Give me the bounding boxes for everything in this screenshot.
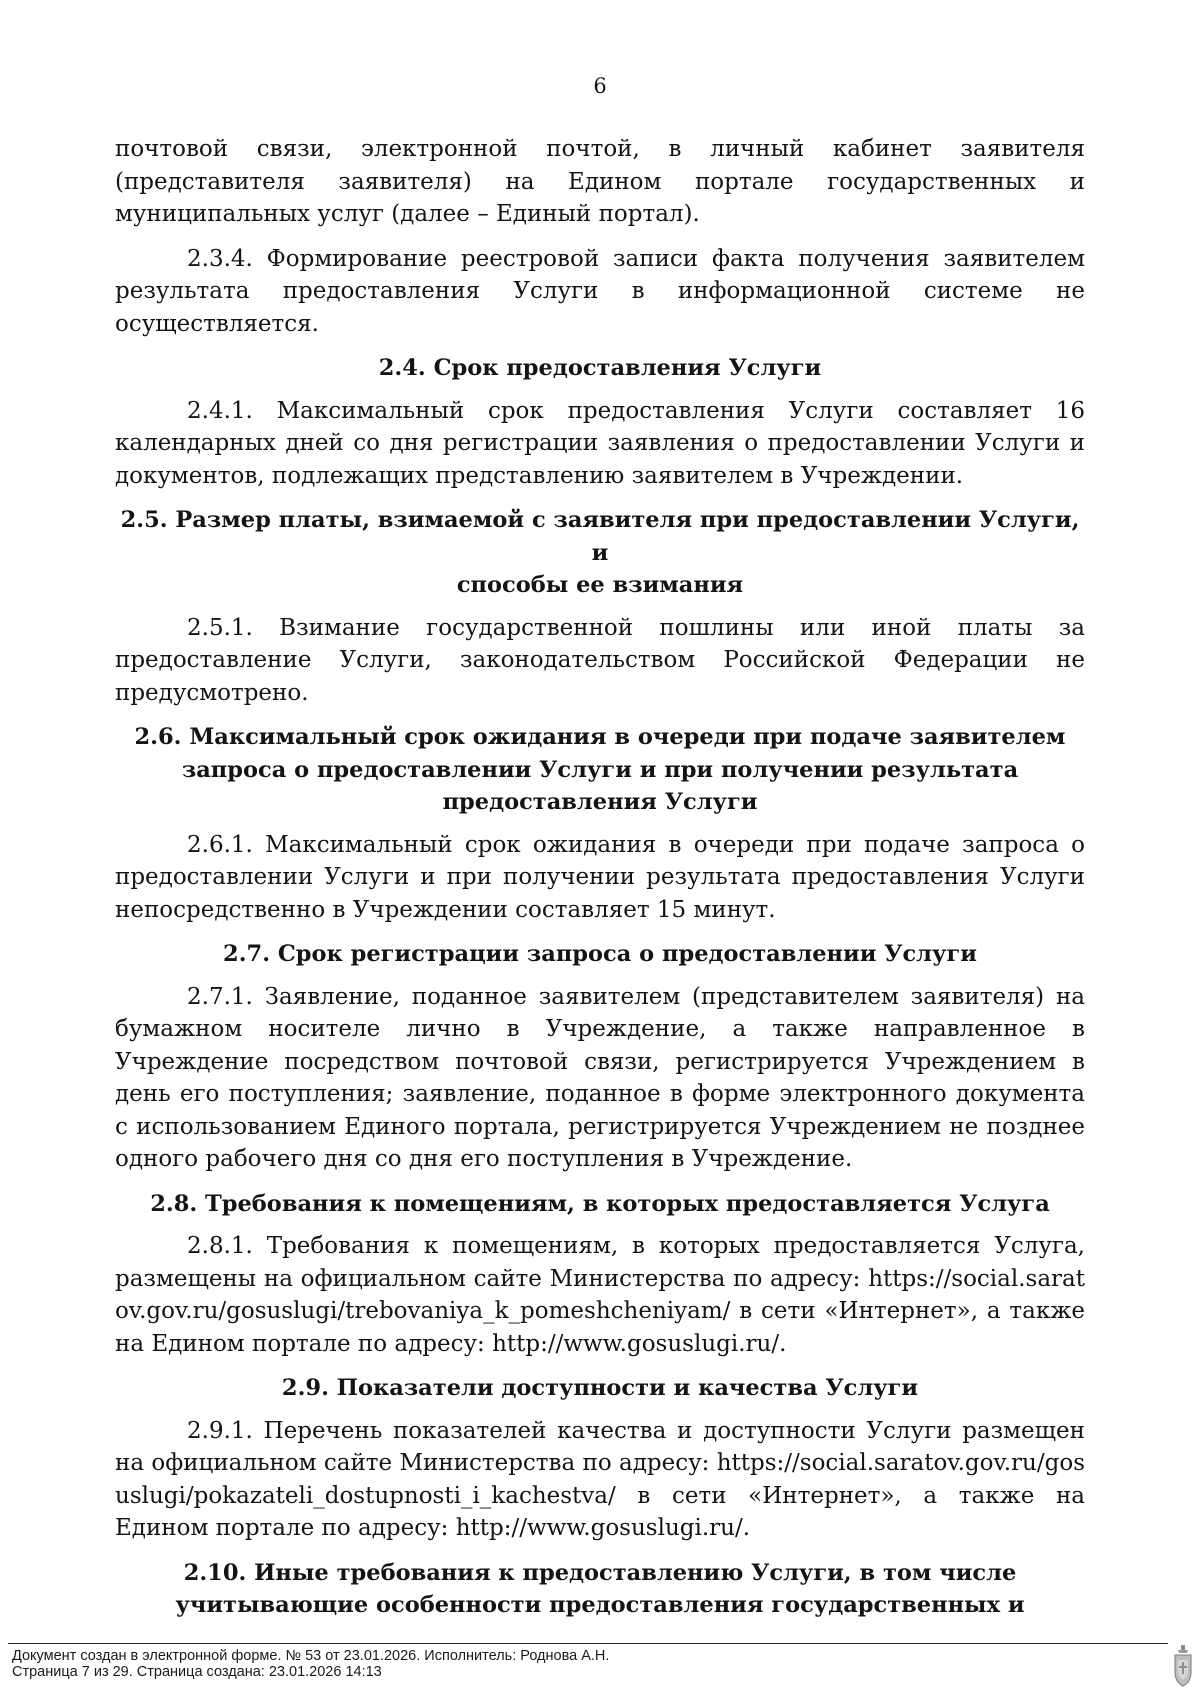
paragraph-2-9-1 (115, 1415, 1085, 1545)
gosuslugi-portal-link[interactable]: http://www.gosuslugi.ru/ (455, 1515, 743, 1541)
document-body (115, 133, 1085, 1632)
paragraph-2-8-1 (115, 1230, 1085, 1360)
section-heading-2-10 (115, 1557, 1085, 1622)
paragraph-2-9-1-lead: 2.9.1. Перечень показателей качества и доступности Услуги размещен на официальном сайте Министерства по адресу: (115, 1417, 1085, 1476)
paragraph-2-3-4: 2.3.4. Формирование реестровой записи факта получения заявителем результата предоставления Услуги в информационной системе не осуществляется. (115, 245, 1085, 337)
paragraph-2-8-1-mid: в сети «Интернет», а также на Едином портале по адресу: (115, 1298, 1085, 1357)
coat-of-arms-icon (1172, 1644, 1194, 1688)
section-heading-2-5-line-2: способы ее взимания (456, 572, 744, 598)
paragraph-2-9-1-mid: в сети «Интернет», а также на Едином портале по адресу: (115, 1482, 1085, 1541)
section-heading-2-10-line-1: 2.10. Иные требования к предоставлению Услуги, в том числе (183, 1559, 1017, 1586)
section-heading-2-6-line-3: предоставления Услуги (442, 789, 758, 815)
ministry-quality-indicators-link[interactable]: https://social.saratov.gov.ru/gosuslugi/pokazateli_dostupnosti_i_kachestva/ (115, 1450, 1085, 1509)
paragraph-2-6-1: 2.6.1. Максимальный срок ожидания в очереди при подаче запроса о предоставлении Услуги и при получении результата предоставления Услуги непосредственно в Учреждении составляет 15 минут. (115, 831, 1085, 923)
footer-document-info: Документ создан в электронной форме. № 53 от 23.01.2026. Исполнитель: Роднова А.Н. (12, 1648, 610, 1664)
section-heading-2-6-line-2: запроса о предоставлении Услуги и при получении результата (181, 756, 1019, 783)
section-heading-2-7: 2.7. Срок регистрации запроса о предоставлении Услуги (223, 941, 977, 967)
paragraph-2-7-1: 2.7.1. Заявление, поданное заявителем (представителем заявителя) на бумажном носителе лично в Учреждение, а также направленное в Учреждение посредством почтовой связи, регистрируется Учреждением в день его поступления; заявление, поданное в форме электронного документа с использованием Единого портала, регистрируется Учреждением не позднее одного рабочего дня со дня его поступления в Учреждение. (115, 983, 1085, 1172)
paragraph-2-9-1-end: . (742, 1515, 751, 1541)
paragraph-continuation: почтовой связи, электронной почтой, в личный кабинет заявителя (представителя заявителя) на Едином портале государственных и муниципальных услуг (далее – Единый портал). (115, 136, 1085, 227)
section-heading-2-5-line-1: 2.5. Размер платы, взимаемой с заявителя при предоставлении Услуги, и (120, 507, 1080, 566)
ministry-requirements-link[interactable]: https://social.saratov.gov.ru/gosuslugi/trebovaniya_k_pomeshcheniyam/ (115, 1265, 1085, 1324)
footer-divider (8, 1643, 1168, 1644)
footer-page-info: Страница 7 из 29. Страница создана: 23.01.2026 14:13 (12, 1664, 382, 1680)
section-heading-2-6 (115, 721, 1085, 819)
section-heading-2-9: 2.9. Показатели доступности и качества Услуги (281, 1375, 919, 1401)
paragraph-2-8-1-lead: 2.8.1. Требования к помещениям, в которых предоставляется Услуга, размещены на официальном сайте Министерства по адресу: (115, 1233, 1085, 1292)
paragraph-2-4-1: 2.4.1. Максимальный срок предоставления Услуги составляет 16 календарных дней со дня регистрации заявления о предоставлении Услуги и документов, подлежащих представлению заявителем в Учреждении. (115, 397, 1085, 489)
section-heading-2-10-line-2: учитывающие особенности предоставления государственных и (175, 1592, 1025, 1618)
document-footer (12, 1648, 1112, 1680)
section-heading-2-6-line-1: 2.6. Максимальный срок ожидания в очереди при подаче заявителем (134, 724, 1066, 750)
section-heading-2-4: 2.4. Срок предоставления Услуги (378, 355, 822, 381)
section-heading-2-8: 2.8. Требования к помещениям, в которых предоставляется Услуга (150, 1190, 1050, 1217)
paragraph-2-8-1-end: . (779, 1330, 787, 1357)
gosuslugi-portal-link[interactable]: http://www.gosuslugi.ru/ (492, 1330, 780, 1357)
paragraph-2-5-1: 2.5.1. Взимание государственной пошлины или иной платы за предоставление Услуги, законодательством Российской Федерации не предусмотрено. (115, 614, 1085, 706)
page-number: 6 (593, 74, 607, 98)
section-heading-2-5 (109, 504, 1091, 602)
